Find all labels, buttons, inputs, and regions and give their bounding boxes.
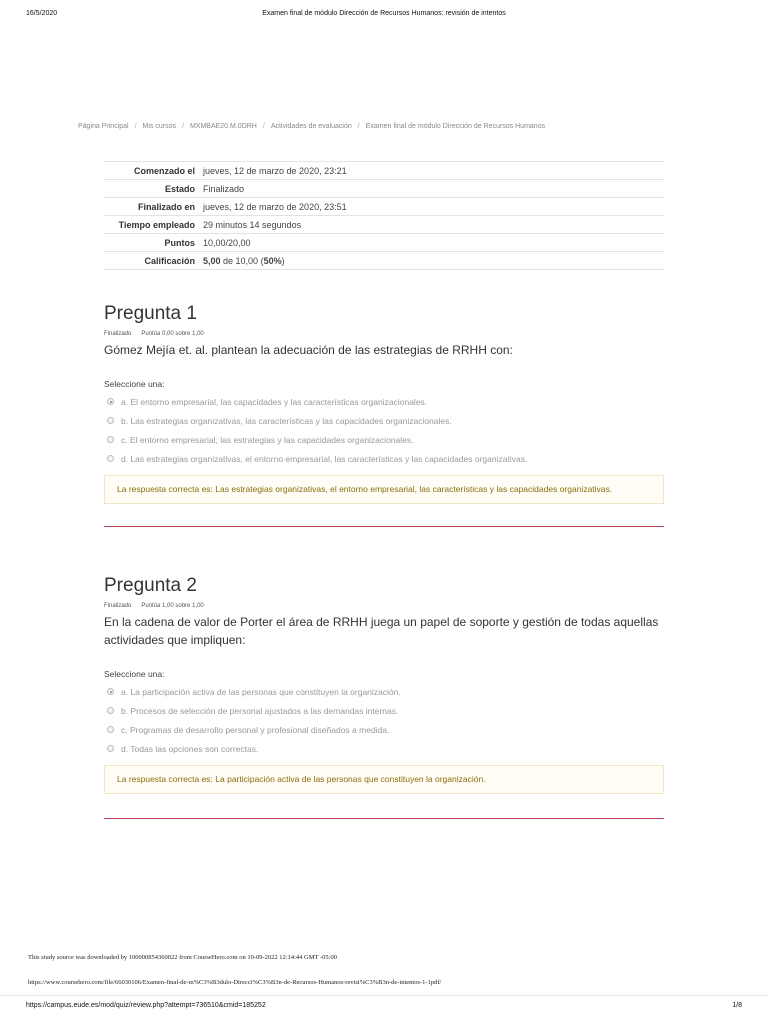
radio-checked-icon[interactable]: [107, 688, 114, 695]
source-url: https://www.coursehero.com/file/66030106/Examen-final-de-m%C3%B3dulo-Direcci%C3%B3n-de-Recursos-Humanos-revisi%C3%B3n-de-intentos-1-1pdf/: [28, 979, 442, 986]
breadcrumb-activities-link[interactable]: Actividades de evaluación: [270, 123, 352, 130]
summary-label: Puntos: [164, 238, 195, 248]
summary-label: Estado: [164, 184, 195, 194]
answer-options: [104, 392, 664, 468]
question-text: Gómez Mejía et. al. plantean la adecuación de las estrategias de RRHH con:: [104, 343, 513, 357]
answer-option-b[interactable]: [104, 701, 664, 720]
page-url: https://campus.eude.es/mod/quiz/review.php?attempt=736510&cmid=185252: [26, 1002, 266, 1009]
summary-row-started: [104, 162, 664, 180]
summary-row-finished: [104, 198, 664, 216]
breadcrumb-exam-link[interactable]: Examen final de módulo Dirección de Recursos Humanos: [365, 123, 546, 130]
radio-icon[interactable]: [107, 455, 114, 462]
question-score: Puntúa 0,00 sobre 1,00: [141, 331, 204, 337]
breadcrumb-separator: /: [182, 123, 184, 130]
print-date: 16/5/2020: [26, 10, 58, 17]
breadcrumb-separator: /: [357, 123, 360, 130]
answer-option-c[interactable]: [104, 720, 664, 739]
question-1: [104, 302, 664, 527]
radio-icon[interactable]: [107, 707, 114, 714]
summary-value: Finalizado: [203, 184, 245, 194]
answer-prompt: Seleccione una:: [104, 379, 165, 389]
answer-label: c. El entorno empresarial, las estrategias y las capacidades organizacionales.: [121, 434, 414, 445]
answer-option-a[interactable]: [104, 392, 664, 411]
answer-option-a[interactable]: [104, 682, 664, 701]
answer-label: a. El entorno empresarial, las capacidades y las características organizacionales.: [121, 396, 428, 407]
grade-close: ): [281, 256, 285, 266]
correct-answer-feedback: La respuesta correcta es: La participación activa de las personas que constituyen la organización.: [104, 765, 664, 794]
question-2: [104, 574, 664, 819]
question-status: Finalizado: [104, 603, 132, 609]
breadcrumb-separator: /: [134, 123, 137, 130]
print-title: Examen final de módulo Dirección de Recursos Humanos: revisión de intentos: [262, 10, 506, 17]
grade-score: 5,00: [203, 256, 221, 266]
question-title: Pregunta 2: [104, 575, 197, 596]
question-info: [104, 331, 664, 340]
summary-value: 29 minutos 14 segundos: [203, 220, 302, 230]
answer-option-d[interactable]: [104, 739, 664, 758]
summary-label: Tiempo empleado: [118, 220, 195, 230]
summary-label: Comenzado el: [133, 166, 195, 176]
page-number: 1/8: [732, 1002, 742, 1009]
summary-row-points: [104, 234, 664, 252]
summary-label: Finalizado en: [137, 202, 195, 212]
summary-value: jueves, 12 de marzo de 2020, 23:21: [203, 166, 347, 176]
breadcrumb-separator: /: [262, 123, 265, 130]
question-title: Pregunta 1: [104, 303, 197, 324]
attempt-summary-table: [104, 161, 664, 270]
summary-value: 10,00/20,00: [203, 238, 251, 248]
summary-label: Calificación: [144, 256, 195, 266]
radio-icon[interactable]: [107, 726, 114, 733]
question-status: Finalizado: [104, 331, 132, 337]
answer-label: d. Todas las opciones son correctas.: [121, 743, 259, 754]
study-source-note: This study source was downloaded by 100000854360022 from CourseHero.com on 10-09-2022 12:14:44 GMT -05:00: [28, 954, 337, 961]
grade-of: de 10,00 (: [220, 256, 264, 266]
question-info: [104, 603, 664, 612]
print-footer: [26, 1002, 742, 1009]
question-score: Puntúa 1,00 sobre 1,00: [141, 603, 204, 609]
print-header: [26, 10, 742, 22]
question-divider: [104, 818, 664, 819]
question-text: En la cadena de valor de Porter el área de RRHH juega un papel de soporte y gestión de todas aquellas actividades que impliquen:: [104, 615, 659, 647]
correct-answer-feedback: La respuesta correcta es: Las estrategias organizativas, el entorno empresarial, las características y las capacidades organizativas.: [104, 475, 664, 504]
question-divider: [104, 526, 664, 527]
answer-label: b. Procesos de selección de personal ajustados a las demandas internas.: [121, 705, 399, 716]
radio-checked-icon[interactable]: [107, 398, 114, 405]
answer-option-b[interactable]: [104, 411, 664, 430]
footer-divider: [0, 995, 768, 996]
answer-prompt: Seleccione una:: [104, 669, 165, 679]
breadcrumb-course-link[interactable]: MXMBAE20.M.0DRH: [189, 123, 257, 130]
answer-label: d. Las estrategias organizativas, el entorno empresarial, las características y las capacidades organizativas.: [121, 453, 528, 464]
radio-icon[interactable]: [107, 745, 114, 752]
answer-option-d[interactable]: [104, 449, 664, 468]
answer-label: a. La participación activa de las personas que constituyen la organización.: [121, 686, 401, 697]
answer-option-c[interactable]: [104, 430, 664, 449]
summary-value: [201, 252, 664, 270]
answer-label: c. Programas de desarrollo personal y profesional diseñados a medida.: [121, 724, 390, 735]
answer-label: b. Las estrategias organizativas, las características y las capacidades organizacionales.: [121, 415, 452, 426]
summary-row-state: [104, 180, 664, 198]
radio-icon[interactable]: [107, 436, 114, 443]
radio-icon[interactable]: [107, 417, 114, 424]
grade-percent: 50%: [263, 256, 282, 266]
breadcrumb: [78, 123, 698, 130]
breadcrumb-my-courses-link[interactable]: Mis cursos: [142, 123, 176, 130]
summary-value: jueves, 12 de marzo de 2020, 23:51: [203, 202, 347, 212]
breadcrumb-home-link[interactable]: Página Principal: [78, 123, 129, 130]
summary-row-grade: [104, 252, 664, 270]
summary-row-time: [104, 216, 664, 234]
answer-options: [104, 682, 664, 758]
